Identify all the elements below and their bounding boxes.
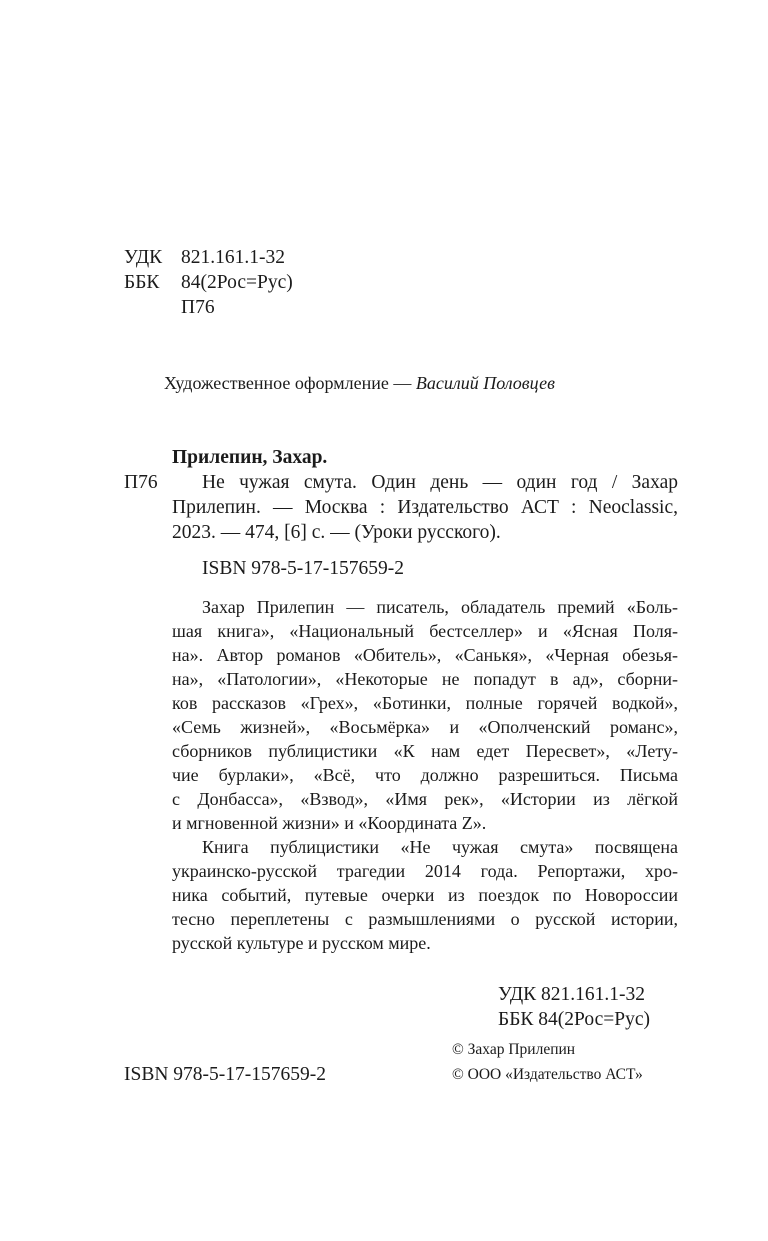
bbk-label: ББК (124, 272, 160, 293)
entry-line-1: Не чужая смута. Один день — один год / Захар (202, 472, 678, 493)
entry-author-sign: П76 (124, 472, 158, 493)
annotation-p1-line-4: на», «Патологии», «Некоторые не попадут в ад», сборни- (172, 669, 678, 689)
annotation-p2-line-4: тесно переплетены с размышлениями о русской истории, (172, 909, 678, 929)
annotation-p1-line-8: чие бурлаки», «Всё, что должно разрешиться. Письма (172, 765, 678, 785)
bbk-value: 84(2Рос=Рус) (181, 272, 293, 293)
annotation-p1-line-7: сборников публицистики «К нам едет Пересвет», «Лету- (172, 741, 678, 761)
udk-label: УДК (124, 247, 163, 268)
annotation-p2-line-5: русской культуре и русском мире. (172, 933, 431, 953)
author-sign: П76 (181, 297, 215, 318)
annotation-p2-line-2: украинско-русской трагедии 2014 года. Репортажи, хро- (172, 861, 678, 881)
annotation-p1-line-6: «Семь жизней», «Восьмёрка» и «Ополченский романс», (172, 717, 678, 737)
designer-name: Василий Половцев (415, 373, 555, 393)
annotation-p1-line-3: на». Автор романов «Обитель», «Санькя», «Черная обезья- (172, 645, 678, 665)
copyright-publisher: © ООО «Издательство АСТ» (452, 1066, 643, 1083)
entry-isbn: ISBN 978-5-17-157659-2 (202, 558, 405, 579)
author-heading: Прилепин, Захар. (172, 447, 328, 468)
entry-line-2: Прилепин. — Москва : Издательство АСТ : Neoclassic, (172, 497, 678, 518)
annotation-p1-line-10: и мгновенной жизни» и «Координата Z». (172, 813, 487, 833)
footer-bbk: ББК 84(2Рос=Рус) (498, 1009, 651, 1030)
annotation-p2-line-1: Книга публицистики «Не чужая смута» посвящена (202, 837, 678, 857)
copyright-author: © Захар Прилепин (452, 1041, 576, 1058)
annotation-p1-line-1: Захар Прилепин — писатель, обладатель премий «Боль- (202, 597, 678, 617)
footer-isbn: ISBN 978-5-17-157659-2 (124, 1064, 327, 1085)
udk-value: 821.161.1-32 (181, 247, 285, 268)
design-credit (164, 369, 555, 397)
entry-line-3: 2023. — 474, [6] с. — (Уроки русского). (172, 522, 501, 543)
annotation-p1-line-9: с Донбасса», «Взвод», «Имя рек», «Истории из лёгкой (172, 789, 678, 809)
footer-udk: УДК 821.161.1-32 (498, 984, 646, 1005)
design-label: Художественное оформление — (164, 373, 412, 393)
annotation-p2-line-3: ника событий, путевые очерки из поездок по Новороссии (172, 885, 678, 905)
annotation-p1-line-5: ков рассказов «Грех», «Ботинки, полные горячей водкой», (172, 693, 678, 713)
annotation-p1-line-2: шая книга», «Национальный бестселлер» и «Ясная Поля- (172, 621, 678, 641)
